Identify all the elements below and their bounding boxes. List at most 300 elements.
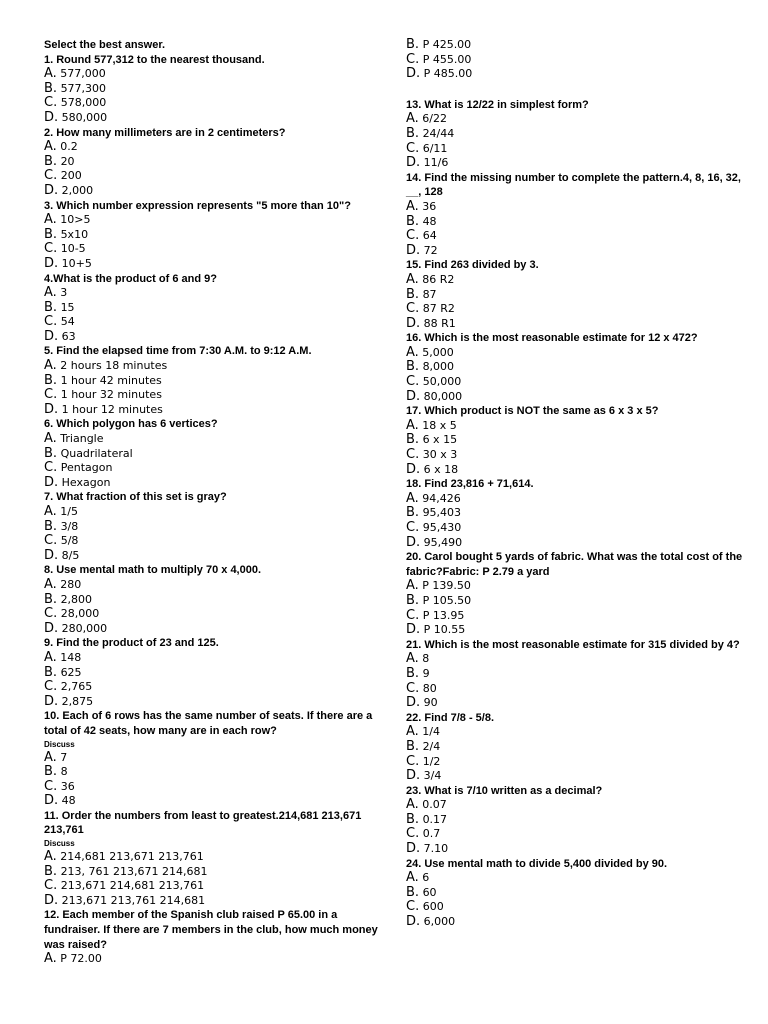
option-letter: D. [44,793,59,809]
answer-option [44,695,380,710]
answer-option [406,142,746,157]
option-text: 15 [60,300,75,314]
question-block [44,709,380,809]
option-letter: D. [406,534,421,550]
option-text: 6 x 18 [423,462,459,476]
option-text: 577,300 [60,81,107,95]
option-text: P 105.50 [422,593,472,607]
option-letter: D. [44,892,59,908]
question-block [406,38,746,82]
answer-option [44,505,380,520]
option-text: 0.7 [422,827,441,841]
answer-option [406,813,746,828]
option-letter: B. [406,505,420,521]
option-text: 6/11 [422,141,448,155]
answer-option [406,579,746,594]
option-letter: A. [406,344,419,360]
answer-option [44,96,380,111]
answer-option [44,301,380,316]
option-text: P 425.00 [422,38,472,51]
option-text: 280,000 [61,621,108,635]
question-text: 21. Which is the most reasonable estimate for 315 divided by 4? [406,638,740,651]
option-letter: B. [44,153,58,169]
option-text: 80 [422,681,437,695]
option-letter: C. [44,387,58,403]
option-text: 0.17 [422,812,448,826]
option-letter: A. [44,749,57,765]
option-text: 7.10 [423,842,449,856]
option-letter: C. [406,51,420,67]
option-text: 48 [422,214,437,228]
option-letter: D. [44,620,59,636]
option-text: Quadrilateral [60,446,133,460]
option-text: 87 R2 [422,302,455,316]
answer-option [406,390,746,405]
option-text: P 485.00 [423,67,473,81]
option-letter: C. [406,680,420,696]
answer-option [44,111,380,126]
answer-option [406,375,746,390]
question-text: 4.What is the product of 6 and 9? [44,272,217,285]
option-letter: C. [406,520,420,535]
answer-option [406,682,746,697]
question-block [44,344,380,417]
answer-option [44,388,380,403]
answer-option [406,53,746,68]
question-block [44,809,380,909]
question-block [406,857,746,930]
option-letter: C. [44,533,58,549]
option-text: 95,490 [423,535,463,549]
option-text: 8,000 [422,360,455,374]
option-letter: B. [406,592,420,608]
option-text: 213,671 213,761 214,681 [61,893,206,907]
option-text: 5,000 [422,345,454,359]
option-letter: C. [406,140,420,156]
option-letter: B. [406,37,420,52]
answer-option [406,317,746,332]
option-text: 11/6 [423,156,449,170]
option-text: Hexagon [61,475,111,489]
answer-option [406,769,746,784]
answer-option [406,112,746,127]
option-letter: B. [406,213,420,229]
answer-option [44,242,380,257]
option-letter: D. [406,695,421,711]
option-letter: B. [44,591,58,607]
option-letter: D. [406,388,421,404]
option-letter: A. [406,724,419,740]
question-text: 6. Which polygon has 6 vertices? [44,418,218,431]
answer-option [406,200,746,215]
question-text: 22. Find 7/8 - 5/8. [406,711,495,724]
option-text: 95,403 [422,506,462,520]
answer-option [44,794,380,809]
option-letter: C. [406,374,420,390]
answer-option [406,288,746,303]
answer-option [406,463,746,478]
option-text: P 455.00 [422,52,472,66]
question-text: 20. Carol bought 5 yards of fabric. What was the total cost of the fabric?Fabric: P 2.79 a yard [406,551,743,578]
option-letter: C. [406,826,420,842]
answer-option [406,594,746,609]
option-letter: A. [44,285,57,301]
answer-option [44,751,380,766]
option-text: 600 [422,900,444,914]
question-text: 10. Each of 6 rows has the same number of seats. If there are a total of 42 seats, how many are in each row? [44,710,373,737]
question-block [406,784,746,857]
option-letter: D. [406,622,421,638]
option-text: P 139.50 [422,579,471,593]
option-letter: C. [44,679,58,695]
answer-option [44,651,380,666]
option-text: 6 [422,871,430,885]
question-block [406,171,746,259]
option-text: 3/4 [423,769,442,783]
question-text: 13. What is 12/22 in simplest form? [406,98,589,111]
question-text: 24. Use mental math to divide 5,400 divided by 90. [406,857,668,870]
option-text: Pentagon [60,461,113,475]
option-letter: D. [44,328,59,344]
answer-option [406,492,746,507]
answer-option [406,623,746,638]
option-text: 200 [60,169,82,183]
answer-option [406,127,746,142]
option-letter: A. [406,797,419,813]
option-letter: B. [406,811,420,827]
option-letter: C. [406,607,420,623]
answer-option [44,257,380,272]
question-block [406,404,746,477]
answer-option [44,403,380,418]
option-text: 148 [60,650,82,664]
option-letter: B. [406,125,420,141]
question-block [44,53,380,126]
answer-option [44,447,380,462]
option-text: 1 hour 32 minutes [60,388,162,402]
option-letter: D. [406,841,421,857]
option-text: 2,765 [60,680,93,694]
option-letter: C. [406,899,420,915]
answer-option [44,140,380,155]
option-letter: C. [406,301,420,317]
option-text: P 72.00 [60,952,102,966]
option-text: 8 [422,652,430,666]
answer-option [44,850,380,865]
option-letter: B. [44,226,58,242]
option-text: 50,000 [422,375,462,389]
option-text: 0.2 [60,140,78,154]
option-text: 6,000 [423,915,456,929]
answer-option [406,740,746,755]
option-text: 1/4 [422,725,440,739]
answer-option [406,302,746,317]
question-text: 11. Order the numbers from least to greatest.214,681 213,671 213,761 [44,809,362,837]
option-text: 280 [60,577,82,591]
answer-option [406,346,746,361]
answer-option [44,680,380,695]
option-text: 5x10 [60,227,89,241]
question-block [406,331,746,404]
answer-option [44,879,380,894]
option-letter: B. [406,738,420,754]
option-letter: D. [44,474,59,490]
option-text: 64 [422,229,437,243]
question-block [406,98,746,171]
answer-option [44,549,380,564]
option-letter: D. [44,693,59,709]
option-letter: B. [44,80,58,96]
answer-option [406,755,746,770]
answer-option [44,765,380,780]
question-block [44,199,380,272]
option-text: 48 [61,794,76,808]
question-block [44,417,380,490]
option-text: 580,000 [61,110,108,124]
answer-option [406,67,746,82]
answer-option [406,506,746,521]
option-letter: D. [44,182,59,198]
option-letter: A. [406,870,419,886]
answer-option [406,433,746,448]
option-letter: C. [406,228,420,244]
answer-option [44,432,380,447]
discuss-note: Discuss [44,739,75,749]
option-text: 214,681 213,671 213,761 [60,850,204,864]
answer-option [406,725,746,740]
option-text: 0.07 [422,798,447,812]
option-letter: B. [44,445,58,461]
option-text: 90 [423,696,438,710]
option-text: 8/5 [61,548,80,562]
option-text: 30 x 3 [422,448,458,462]
option-letter: A. [406,417,419,433]
option-text: 60 [422,885,437,899]
option-letter: C. [44,314,58,330]
question-text: 12. Each member of the Spanish club raised P 65.00 in a fundraiser. If there are 7 members in the club, how much money was raised? [44,909,378,951]
answer-option [44,330,380,345]
answer-option [44,374,380,389]
option-text: 2,875 [61,694,94,708]
option-text: 6 x 15 [422,433,458,447]
instructions: Select the best answer. [44,39,166,51]
option-text: 3 [60,286,68,300]
option-text: 3/8 [60,519,79,533]
answer-option [406,273,746,288]
option-letter: C. [44,95,58,111]
answer-option [406,609,746,624]
option-text: 94,426 [422,491,461,505]
option-letter: D. [406,461,421,477]
option-letter: A. [406,111,419,127]
answer-option [44,359,380,374]
answer-option [406,696,746,711]
answer-option [44,593,380,608]
answer-option [406,360,746,375]
option-text: 6/22 [422,112,447,126]
option-text: 88 R1 [423,316,456,330]
answer-option [406,667,746,682]
answer-option [44,315,380,330]
answer-option [406,915,746,930]
option-text: 8 [60,765,68,779]
option-letter: D. [44,109,59,125]
answer-option [406,842,746,857]
option-text: 2 hours 18 minutes [60,359,168,373]
option-text: 9 [422,666,430,680]
answer-option [44,67,380,82]
option-text: 80,000 [423,389,463,403]
discuss-note: Discuss [44,839,75,849]
answer-option [406,229,746,244]
option-letter: A. [406,578,419,594]
option-letter: D. [406,768,421,784]
answer-option [44,82,380,97]
option-text: 213, 761 213,671 214,681 [60,864,208,878]
spacer [406,82,746,98]
answer-option [44,461,380,476]
question-text: 14. Find the missing number to complete the pattern.4, 8, 16, 32, __, 128 [406,171,741,199]
option-text: 2/4 [422,739,441,753]
answer-option [44,184,380,199]
option-letter: D. [406,914,421,930]
answer-option [44,780,380,795]
option-text: 10-5 [60,242,86,256]
answer-option [44,520,380,535]
option-letter: B. [44,863,58,879]
option-text: 10+5 [61,256,92,270]
option-text: 1/2 [422,754,441,768]
option-letter: C. [44,778,58,794]
option-letter: D. [44,401,59,417]
answer-option [406,156,746,171]
option-text: 95,430 [422,521,462,534]
option-letter: B. [44,299,58,315]
answer-option [406,652,746,667]
answer-option [44,534,380,549]
answer-option [44,155,380,170]
question-block [406,638,746,711]
option-text: 578,000 [60,96,107,110]
option-text: 24/44 [422,126,455,140]
option-letter: A. [44,139,57,155]
option-letter: B. [406,286,420,302]
option-letter: D. [406,315,421,331]
option-text: 20 [60,154,75,168]
answer-option [44,622,380,637]
option-text: 625 [60,665,82,679]
answer-option [406,448,746,463]
question-text: 18. Find 23,816 + 71,614. [406,478,534,491]
option-letter: A. [44,504,57,519]
option-letter: B. [406,432,420,448]
option-letter: A. [44,951,57,967]
answer-option [44,476,380,491]
left-column [44,38,380,967]
question-block [406,550,746,638]
question-text: 16. Which is the most reasonable estimate for 12 x 472? [406,332,698,345]
option-text: 54 [60,315,75,329]
option-letter: B. [44,372,58,388]
option-letter: B. [44,764,58,780]
option-text: 5/8 [60,534,79,548]
answer-option [44,865,380,880]
option-text: 63 [61,329,76,343]
option-text: 72 [423,243,438,257]
option-text: 2,800 [60,592,93,606]
question-text: 2. How many millimeters are in 2 centimeters? [44,126,286,139]
option-letter: C. [44,606,58,622]
question-block [406,477,746,550]
option-letter: C. [406,447,420,463]
option-letter: A. [406,198,419,214]
answer-option [406,871,746,886]
option-letter: B. [406,884,420,900]
option-text: Triangle [60,432,104,446]
answer-option [406,521,746,536]
answer-option [406,419,746,434]
answer-option [44,894,380,909]
question-block [44,126,380,199]
answer-option [406,38,746,53]
question-text: 3. Which number expression represents "5 more than 10"? [44,199,351,212]
answer-option [44,578,380,593]
question-block [406,258,746,331]
answer-option [406,886,746,901]
answer-option [406,827,746,842]
answer-option [44,286,380,301]
answer-option [44,228,380,243]
option-letter: C. [44,168,58,184]
option-letter: A. [406,490,419,506]
option-letter: B. [44,518,58,534]
answer-option [44,666,380,681]
option-letter: A. [44,649,57,665]
option-text: 18 x 5 [422,418,457,432]
answer-option [44,169,380,184]
answer-option [44,607,380,622]
option-text: 36 [422,199,437,213]
question-text: 15. Find 263 divided by 3. [406,259,539,272]
option-letter: D. [406,242,421,258]
option-text: 1 hour 12 minutes [61,402,163,416]
option-text: 2,000 [61,183,94,197]
option-letter: A. [44,431,57,447]
answer-option [406,798,746,813]
question-text: 17. Which product is NOT the same as 6 x 3 x 5? [406,405,659,418]
option-text: P 10.55 [423,623,466,637]
answer-option [44,952,380,967]
option-letter: C. [44,460,58,476]
option-letter: D. [406,155,421,171]
option-letter: D. [44,255,59,271]
option-letter: A. [44,66,57,82]
option-letter: C. [44,241,58,257]
question-block [44,490,380,563]
option-text: 1/5 [60,505,78,518]
option-letter: B. [44,664,58,680]
question-block [406,711,746,784]
answer-option [44,213,380,228]
option-text: 87 [422,287,437,301]
option-letter: C. [406,753,420,769]
answer-option [406,536,746,551]
option-letter: A. [44,212,57,228]
option-letter: A. [44,358,57,374]
option-text: 28,000 [60,607,100,621]
answer-option [406,244,746,259]
option-text: 7 [60,750,68,764]
